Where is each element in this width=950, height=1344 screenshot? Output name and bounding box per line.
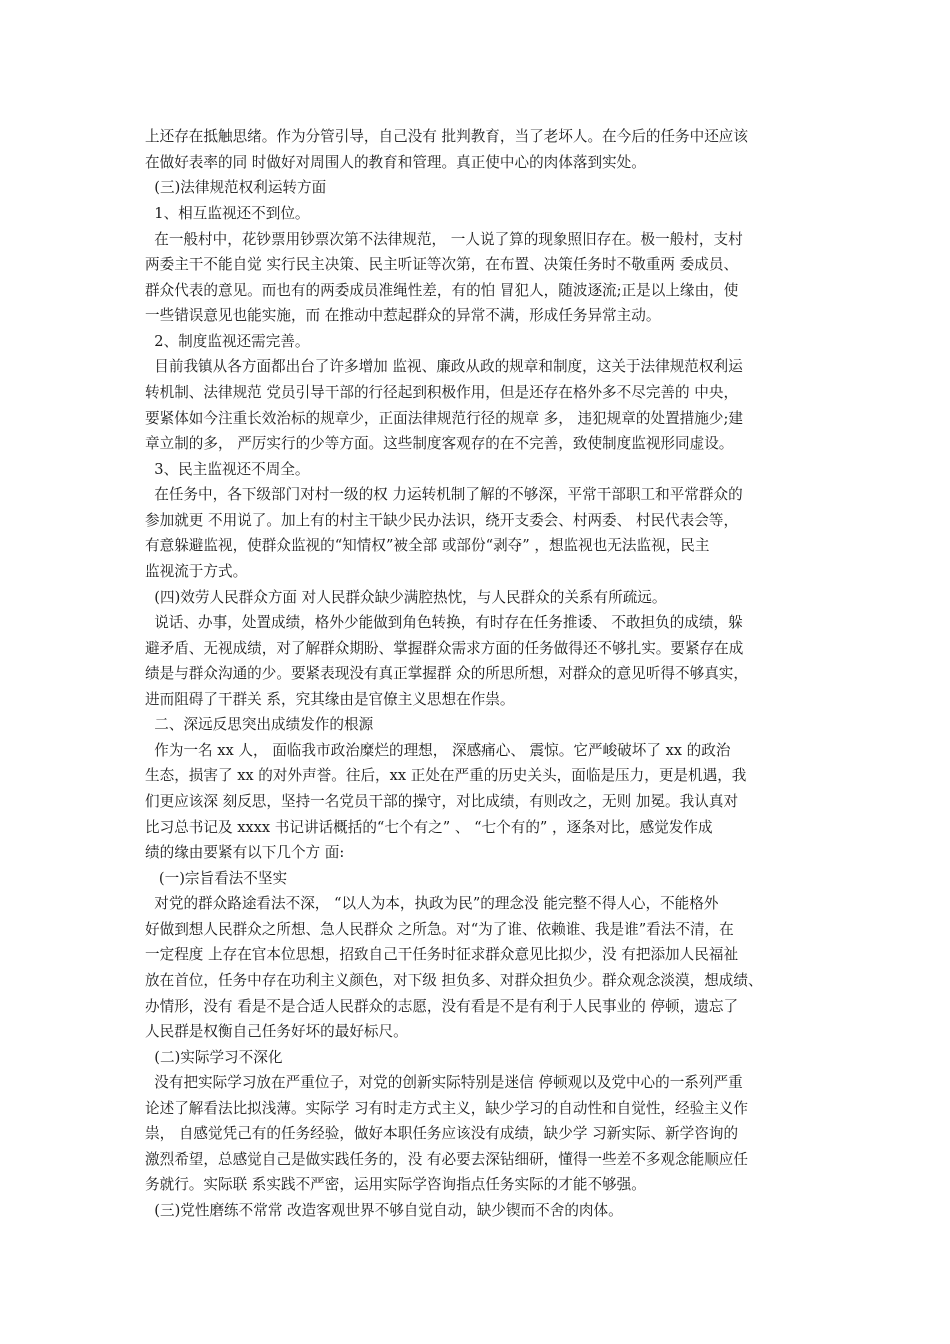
text-line: 办情形，没有 看是不是合适人民群众的志愿，没有看是不是有利于人民事业的 停顿，遗忘了	[145, 998, 739, 1015]
subsection-heading: 2、制度监视还需完善。	[145, 333, 310, 350]
text-line: 避矛盾、无视成绩，对了解群众期盼、掌握群众需求方面的任务做得还不够扎实。要紧存在成	[145, 640, 744, 657]
text-line: 一些错误意见也能实施，而 在推动中惹起群众的异常不满，形成任务异常主动。	[145, 307, 661, 324]
text-line: 激烈希望，总感觉自己是做实践任务的，没 有必要去深钻细研，懂得一些差不多观念能顺应任	[145, 1151, 748, 1168]
text-line: 一定程度 上存在官本位思想，招致自己干任务时征求群众意见比拟少，没 有把添加人民福祉	[145, 946, 739, 963]
text-line: 人民群是权衡自己任务好坏的最好标尺。	[145, 1023, 408, 1040]
text-line: 群众代表的意见。而也有的两委成员准绳性差，有的怕 冒犯人，随波逐流;正是以上缘由，使	[145, 282, 739, 299]
text-line: 祟， 自感觉凭己有的任务经验，做好本职任务应该没有成绩，缺少学 习新实际、新学咨询的	[145, 1125, 739, 1142]
text-line: 有意躲避监视，使群众监视的“知情权”被全部 或部份“剥夺” ，想监视也无法监视，民主	[145, 537, 710, 554]
text-line: 转机制、法律规范 党员引导干部的行径起到积极作用，但是还存在格外多不尽完善的 中央，	[145, 384, 739, 401]
text-line: 监视流于方式。	[145, 563, 248, 580]
text-line: 好做到想人民群众之所想、急人民群众 之所急。对“为了谁、依赖谁、我是谁”看法不清，在	[145, 921, 734, 938]
text-line: 要紧体如今注重长效治标的规章少，正面法律规范行径的规章 多， 违犯规章的处置措施少;建	[145, 410, 743, 427]
text-line: 在任务中，各下级部门对村一级的权 力运转机制了解的不够深，平常干部职工和平常群众的	[145, 486, 743, 503]
text-line: 绩的缘由要紧有以下几个方 面:	[145, 844, 345, 861]
text-line: 绩是与群众沟通的少。要紧表现没有真正掌握群 众的所思所想，对群众的意见听得不够真实，	[145, 665, 748, 682]
text-line: 生态，损害了 xx 的对外声誉。往后，xx 正处在严重的历史关头，面临是压力，更是机遇，我	[145, 767, 747, 784]
section-heading: (三)法律规范权利运转方面	[145, 179, 327, 196]
text-line: 在一般村中，花钞票用钞票次第不法律规范， 一人说了算的现象照旧存在。极一般村，支村	[145, 231, 743, 248]
text-line: 进而阻碍了干群关 系，究其缘由是官僚主义思想在作祟。	[145, 691, 515, 708]
subsection-heading: 3、民主监视还不周全。	[145, 461, 310, 478]
chapter-heading: 二、深远反思突出成绩发作的根源	[145, 716, 374, 733]
subsection-heading: 1、相互监视还不到位。	[145, 205, 310, 222]
section-heading: (一)宗旨看法不坚实	[145, 870, 288, 887]
text-line: 说话、办事，处置成绩，格外少能做到角色转换，有时存在任务推诿、 不敢担负的成绩，躲	[145, 614, 743, 631]
section-heading: (二)实际学习不深化	[145, 1049, 283, 1066]
text-line: 上还存在抵触思绪。作为分管引导，自己没有 批判教育，当了老坏人。在今后的任务中还应该	[145, 128, 748, 145]
text-line: 务就行。实际联 系实践不严密，运用实际学咨询指点任务实际的才能不够强。	[145, 1176, 646, 1193]
text-line: 论述了解看法比拟浅薄。实际学 习有时走方式主义，缺少学习的自动性和自觉性，经验主义作	[145, 1100, 748, 1117]
text-line: 两委主干不能自觉 实行民主决策、民主听证等次第，在布置、决策任务时不敬重两 委成员、	[145, 256, 739, 273]
text-line: 参加就更 不用说了。加上有的村主干缺少民办法识，绕开支委会、村两委、 村民代表会等，	[145, 512, 739, 529]
text-line: 目前我镇从各方面都出台了许多增加 监视、廉政从政的规章和制度，这关于法律规范权利运	[145, 358, 743, 375]
text-line: 们更应该深 刻反思，坚持一名党员干部的操守，对比成绩，有则改之，无则 加冕。我认真对	[145, 793, 739, 810]
section-heading: (四)效劳人民群众方面 对人民群众缺少满腔热忱，与人民群众的关系有所疏远。	[145, 589, 667, 606]
section-heading: (三)党性磨练不常常 改造客观世界不够自觉自动，缺少锲而不舍的肉体。	[145, 1202, 623, 1219]
text-line: 比习总书记及 xxxx 书记讲话概括的“七个有之” 、 “七个有的” ，逐条对比，感觉发作成	[145, 819, 713, 836]
text-line: 作为一名 xx 人， 面临我市政治糜烂的理想， 深感痛心、 震惊。它严峻破坏了 xx 的政治	[145, 742, 731, 759]
text-line: 对党的群众路途看法不深， “以人为本，执政为民”的理念没 能完整不得人心，不能格外	[145, 895, 719, 912]
text-line: 没有把实际学习放在严重位子，对党的创新实际特别是迷信 停顿观以及党中心的一系列严重	[145, 1074, 743, 1091]
text-line: 在做好表率的同 时做好对周围人的教育和管理。真正使中心的肉体落到实处。	[145, 154, 646, 171]
text-line: 章立制的多， 严厉实行的少等方面。这些制度客观存的在不完善，致使制度监视形同虚设。	[145, 435, 734, 452]
text-line: 放在首位，任务中存在功利主义颜色，对下级 担负多、对群众担负少。群众观念淡漠，想成绩、	[145, 972, 763, 989]
